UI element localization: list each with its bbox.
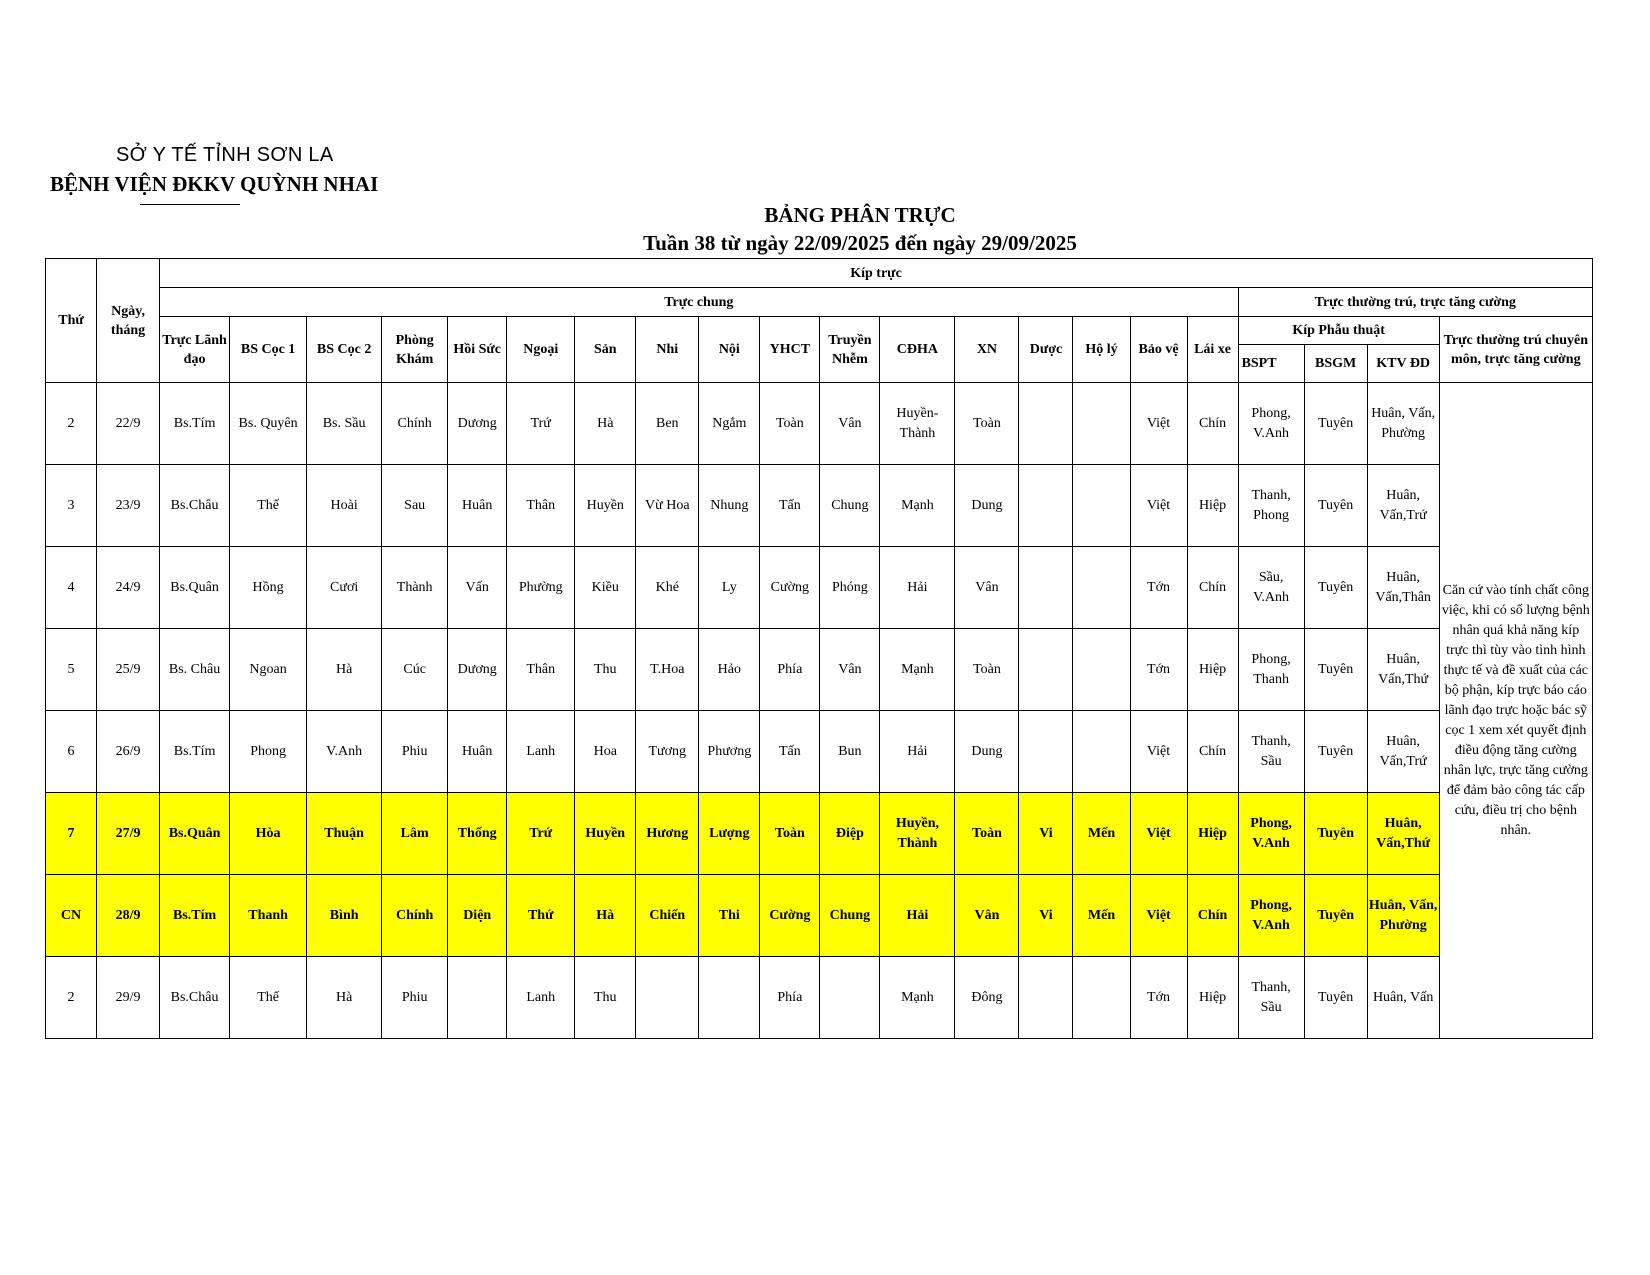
table-row (46, 629, 1593, 711)
table-cell: Ngoan (230, 629, 307, 711)
table-cell: Mạnh (880, 957, 955, 1039)
table-cell: Ben (636, 383, 699, 465)
table-cell (636, 957, 699, 1039)
table-cell: Phong, V.Anh (1238, 383, 1304, 465)
table-cell: Tuyên (1304, 711, 1367, 793)
table-cell: Phong, Thanh (1238, 629, 1304, 711)
org-line-2: BỆNH VIỆN ĐKKV QUỲNH NHAI (50, 172, 379, 196)
header-col: Bảo vệ (1130, 317, 1187, 383)
table-cell: Phiu (382, 711, 448, 793)
table-row (46, 465, 1593, 547)
table-cell: Dung (955, 465, 1019, 547)
table-cell: Thống (448, 793, 507, 875)
table-cell: Toàn (955, 629, 1019, 711)
table-cell: Vi (1019, 875, 1073, 957)
table-cell: Việt (1130, 383, 1187, 465)
table-cell: Bs.Tím (160, 383, 230, 465)
table-cell: Tấn (760, 711, 820, 793)
table-cell (1019, 465, 1073, 547)
table-cell: Trứ (507, 383, 575, 465)
cell-thu: 5 (46, 629, 97, 711)
table-cell: Tuyên (1304, 957, 1367, 1039)
table-cell: Diện (448, 875, 507, 957)
table-cell: Bs.Châu (160, 957, 230, 1039)
table-cell: Tấn (760, 465, 820, 547)
header-col: Nhi (636, 317, 699, 383)
header-col: Lái xe (1187, 317, 1238, 383)
table-cell: Chính (382, 875, 448, 957)
table-cell (1019, 957, 1073, 1039)
table-cell: Thanh, Phong (1238, 465, 1304, 547)
table-cell: Việt (1130, 875, 1187, 957)
table-row (46, 957, 1593, 1039)
table-cell: Việt (1130, 793, 1187, 875)
table-cell: Tớn (1130, 957, 1187, 1039)
table-cell: Kiều (575, 547, 636, 629)
table-cell: Việt (1130, 711, 1187, 793)
table-cell: Thế (230, 957, 307, 1039)
header-truc-chuyen-mon: Trực thường trú chuyên môn, trực tăng cường (1439, 317, 1592, 383)
table-cell: Tuyên (1304, 793, 1367, 875)
table-cell: Thân (507, 629, 575, 711)
header-col: Hộ lý (1073, 317, 1130, 383)
cell-ngay: 27/9 (97, 793, 160, 875)
table-cell (1073, 465, 1130, 547)
cell-thu: 6 (46, 711, 97, 793)
table-cell: Vân (820, 629, 880, 711)
table-cell: Huyền (575, 793, 636, 875)
table-cell: Toàn (760, 793, 820, 875)
page-title: BẢNG PHÂN TRỰC (764, 203, 956, 227)
table-cell: Hiệp (1187, 629, 1238, 711)
table-cell: Hiệp (1187, 793, 1238, 875)
table-cell: Huân, Vấn,Thứ (1367, 793, 1439, 875)
header-kip-phau-thuat: Kíp Phẫu thuật (1238, 317, 1439, 345)
table-cell (1073, 957, 1130, 1039)
table-cell: Thu (575, 629, 636, 711)
note-cell: Căn cứ vào tính chất công việc, khi có số lượng bệnh nhân quá khả năng kíp trực thì tùy vào tình hình thực tế và đề xuất của các bộ phận, kíp trực báo cáo lãnh đạo trực hoặc bác sỹ cọc 1 xem xét quyết định điều động tăng cường nhân lực, trực tăng cường để đảm bảo công tác cấp cứu, điều trị cho bệnh nhân. (1439, 383, 1592, 1039)
table-cell: Nhung (699, 465, 760, 547)
table-cell: Điệp (820, 793, 880, 875)
table-cell: Sầu, V.Anh (1238, 547, 1304, 629)
table-cell: Cươi (307, 547, 382, 629)
cell-thu: 7 (46, 793, 97, 875)
table-cell: Chín (1187, 711, 1238, 793)
cell-ngay: 23/9 (97, 465, 160, 547)
table-cell: Lượng (699, 793, 760, 875)
table-cell (820, 957, 880, 1039)
table-cell: Vân (820, 383, 880, 465)
table-cell: V.Anh (307, 711, 382, 793)
table-cell: Thanh, Sầu (1238, 711, 1304, 793)
table-cell: Toàn (955, 793, 1019, 875)
table-cell: Chín (1187, 383, 1238, 465)
table-cell: Sau (382, 465, 448, 547)
table-cell: Chiến (636, 875, 699, 957)
table-cell: Hoài (307, 465, 382, 547)
table-cell: Tuyên (1304, 547, 1367, 629)
table-cell: Thi (699, 875, 760, 957)
table-cell: Chín (1187, 547, 1238, 629)
table-cell: Tuyên (1304, 875, 1367, 957)
schedule-body (46, 383, 1593, 1039)
table-cell: Huân, Vấn,Trứ (1367, 465, 1439, 547)
table-cell: Huân, Vấn (1367, 957, 1439, 1039)
table-cell: Bun (820, 711, 880, 793)
table-cell: Thuận (307, 793, 382, 875)
table-cell (1019, 383, 1073, 465)
table-cell: Lâm (382, 793, 448, 875)
cell-ngay: 26/9 (97, 711, 160, 793)
table-cell: Mạnh (880, 629, 955, 711)
cell-thu: CN (46, 875, 97, 957)
table-cell: Hồng (230, 547, 307, 629)
table-cell: Tuyên (1304, 465, 1367, 547)
table-cell: Ngắm (699, 383, 760, 465)
table-cell: Bs.Quân (160, 547, 230, 629)
table-cell: Bs.Quân (160, 793, 230, 875)
table-cell (1073, 383, 1130, 465)
table-cell: Hà (307, 957, 382, 1039)
table-cell: Huyền (575, 465, 636, 547)
table-row (46, 547, 1593, 629)
cell-thu: 2 (46, 957, 97, 1039)
table-cell: Mạnh (880, 465, 955, 547)
table-row (46, 875, 1593, 957)
header-truc-chung: Trực chung (160, 288, 1239, 317)
header-kip-truc: Kíp trực (160, 259, 1593, 288)
table-cell: Chung (820, 465, 880, 547)
header-col: XN (955, 317, 1019, 383)
table-cell: Chung (820, 875, 880, 957)
cell-thu: 2 (46, 383, 97, 465)
cell-ngay: 24/9 (97, 547, 160, 629)
table-cell: Việt (1130, 465, 1187, 547)
cell-ngay: 22/9 (97, 383, 160, 465)
table-cell: Hòa (230, 793, 307, 875)
header-col: Truyền Nhễm (820, 317, 880, 383)
header-col: Dược (1019, 317, 1073, 383)
table-cell: Dương (448, 629, 507, 711)
table-cell: Hải (880, 875, 955, 957)
table-cell: Huyền-Thành (880, 383, 955, 465)
table-cell: Huân, Vấn, Phường (1367, 875, 1439, 957)
table-cell: Vấn (448, 547, 507, 629)
header-col: Phòng Khám (382, 317, 448, 383)
header-pt-col: BSPT (1238, 345, 1304, 383)
table-cell: T.Hoa (636, 629, 699, 711)
table-cell: Thành (382, 547, 448, 629)
table-cell: Huân (448, 711, 507, 793)
table-cell: Hương (636, 793, 699, 875)
table-cell: Bs.Châu (160, 465, 230, 547)
table-cell: Tuyên (1304, 383, 1367, 465)
header-rule (140, 204, 240, 205)
header-truc-thuong-tru: Trực thường trú, trực tăng cường (1238, 288, 1592, 317)
table-cell: Ly (699, 547, 760, 629)
table-cell: Hảo (699, 629, 760, 711)
table-cell: Bình (307, 875, 382, 957)
table-cell: Phiu (382, 957, 448, 1039)
table-cell: Cường (760, 547, 820, 629)
table-cell (1019, 711, 1073, 793)
header-pt-col: BSGM (1304, 345, 1367, 383)
table-cell: Hà (575, 875, 636, 957)
table-cell: Hà (307, 629, 382, 711)
table-cell: Thế (230, 465, 307, 547)
table-cell: Huyền, Thành (880, 793, 955, 875)
table-cell: Bs.Tím (160, 875, 230, 957)
header-col: Nội (699, 317, 760, 383)
table-cell: Phương (699, 711, 760, 793)
table-cell: Tớn (1130, 547, 1187, 629)
table-cell: Tương (636, 711, 699, 793)
table-cell: Vân (955, 547, 1019, 629)
table-cell: Trứ (507, 793, 575, 875)
table-cell: Phong, V.Anh (1238, 875, 1304, 957)
cell-thu: 4 (46, 547, 97, 629)
table-cell: Đông (955, 957, 1019, 1039)
table-cell: Thân (507, 465, 575, 547)
table-cell: Huân, Vấn,Trứ (1367, 711, 1439, 793)
table-cell: Phía (760, 629, 820, 711)
table-cell: Tuyên (1304, 629, 1367, 711)
table-cell: Bs.Tím (160, 711, 230, 793)
table-cell: Thứ (507, 875, 575, 957)
table-cell: Vừ Hoa (636, 465, 699, 547)
table-cell: Huân, Vấn,Thân (1367, 547, 1439, 629)
table-cell: Toàn (955, 383, 1019, 465)
table-cell: Hải (880, 711, 955, 793)
header-col: BS Cọc 1 (230, 317, 307, 383)
table-cell: Phóng (820, 547, 880, 629)
header-thu: Thứ (46, 259, 97, 383)
table-cell: Hà (575, 383, 636, 465)
table-cell: Hoa (575, 711, 636, 793)
table-cell: Tớn (1130, 629, 1187, 711)
table-cell: Dương (448, 383, 507, 465)
table-cell: Phong, V.Anh (1238, 793, 1304, 875)
header-ngay: Ngày, tháng (97, 259, 160, 383)
table-cell: Thu (575, 957, 636, 1039)
table-cell (1019, 629, 1073, 711)
table-cell: Hiệp (1187, 957, 1238, 1039)
table-cell: Cường (760, 875, 820, 957)
cell-ngay: 25/9 (97, 629, 160, 711)
table-cell: Mến (1073, 793, 1130, 875)
table-cell: Huân (448, 465, 507, 547)
table-cell: Vi (1019, 793, 1073, 875)
schedule-table (45, 258, 1593, 1039)
table-cell: Bs. Châu (160, 629, 230, 711)
table-cell: Phường (507, 547, 575, 629)
table-cell (448, 957, 507, 1039)
table-cell: Mến (1073, 875, 1130, 957)
table-cell: Bs. Quyên (230, 383, 307, 465)
header-col: Ngoại (507, 317, 575, 383)
header-pt-col: KTV ĐD (1367, 345, 1439, 383)
header-col: BS Cọc 2 (307, 317, 382, 383)
org-line-1: SỞ Y TẾ TỈNH SƠN LA (116, 144, 334, 166)
cell-ngay: 29/9 (97, 957, 160, 1039)
table-cell: Khé (636, 547, 699, 629)
header-col: Trực Lãnh đạo (160, 317, 230, 383)
header-col: YHCT (760, 317, 820, 383)
table-cell: Cúc (382, 629, 448, 711)
table-cell: Thanh, Sầu (1238, 957, 1304, 1039)
table-cell: Thanh (230, 875, 307, 957)
table-cell: Chín (1187, 875, 1238, 957)
table-cell: Lanh (507, 711, 575, 793)
header-col: Hồi Sức (448, 317, 507, 383)
table-cell (1073, 629, 1130, 711)
table-cell: Toàn (760, 383, 820, 465)
header-col: Sản (575, 317, 636, 383)
table-row (46, 383, 1593, 465)
header-col: CĐHA (880, 317, 955, 383)
table-cell: Huân, Vấn,Thứ (1367, 629, 1439, 711)
table-cell: Bs. Sầu (307, 383, 382, 465)
table-row (46, 711, 1593, 793)
table-cell (699, 957, 760, 1039)
table-cell: Chính (382, 383, 448, 465)
table-cell (1019, 547, 1073, 629)
table-cell: Phong (230, 711, 307, 793)
table-cell: Hiệp (1187, 465, 1238, 547)
table-cell: Phía (760, 957, 820, 1039)
table-cell: Hải (880, 547, 955, 629)
table-cell: Lanh (507, 957, 575, 1039)
page-subtitle: Tuần 38 từ ngày 22/09/2025 đến ngày 29/09/2025 (643, 231, 1077, 255)
cell-ngay: 28/9 (97, 875, 160, 957)
table-cell: Huân, Vấn, Phường (1367, 383, 1439, 465)
cell-thu: 3 (46, 465, 97, 547)
table-cell (1073, 711, 1130, 793)
table-cell: Dung (955, 711, 1019, 793)
table-cell: Vân (955, 875, 1019, 957)
table-row (46, 793, 1593, 875)
table-cell (1073, 547, 1130, 629)
